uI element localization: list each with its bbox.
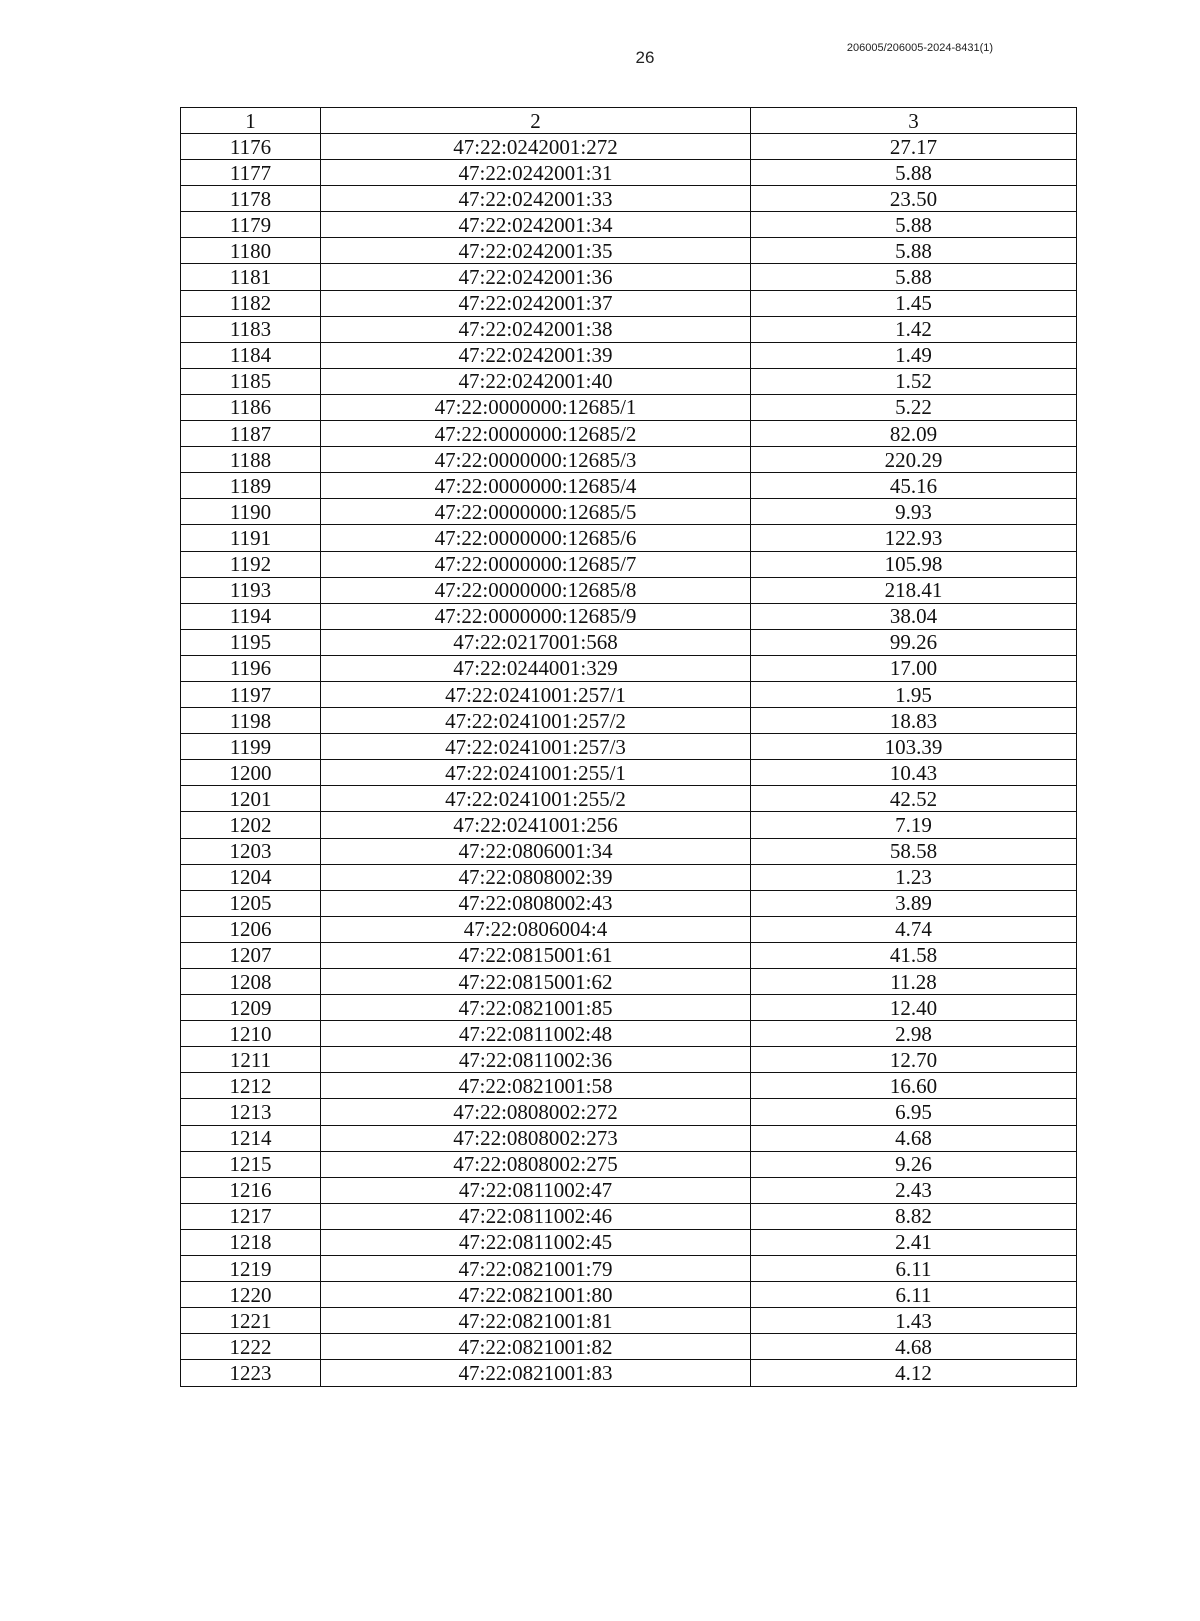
value-cell: 105.98 [751,551,1077,577]
cadastral-number-cell: 47:22:0242001:37 [321,290,751,316]
table-row [181,212,1077,238]
value-cell: 5.22 [751,394,1077,420]
row-number-cell: 1194 [181,603,321,629]
cadastral-number-cell: 47:22:0821001:81 [321,1308,751,1334]
value-cell: 1.95 [751,681,1077,707]
row-number-cell: 1179 [181,212,321,238]
row-number-cell: 1193 [181,577,321,603]
value-cell: 1.52 [751,368,1077,394]
table-row [181,890,1077,916]
cadastral-number-cell: 47:22:0241001:257/1 [321,681,751,707]
cadastral-number-cell: 47:22:0000000:12685/8 [321,577,751,603]
row-number-cell: 1185 [181,368,321,394]
cadastral-number-cell: 47:22:0811002:46 [321,1203,751,1229]
table-row [181,1021,1077,1047]
value-cell: 4.68 [751,1125,1077,1151]
table-row [181,1047,1077,1073]
value-cell: 18.83 [751,708,1077,734]
value-cell: 23.50 [751,186,1077,212]
table-row [181,1073,1077,1099]
table-row [181,655,1077,681]
cadastral-number-cell: 47:22:0242001:31 [321,160,751,186]
value-cell: 7.19 [751,812,1077,838]
data-table [180,107,1077,1387]
cadastral-number-cell: 47:22:0808002:43 [321,890,751,916]
row-number-cell: 1213 [181,1099,321,1125]
row-number-cell: 1189 [181,473,321,499]
value-cell: 6.95 [751,1099,1077,1125]
cadastral-number-cell: 47:22:0242001:34 [321,212,751,238]
value-cell: 99.26 [751,629,1077,655]
row-number-cell: 1177 [181,160,321,186]
table-row [181,316,1077,342]
table-header-row [181,108,1077,134]
value-cell: 16.60 [751,1073,1077,1099]
value-cell: 8.82 [751,1203,1077,1229]
table-row [181,1256,1077,1282]
row-number-cell: 1216 [181,1177,321,1203]
table-row [181,525,1077,551]
cadastral-number-cell: 47:22:0000000:12685/7 [321,551,751,577]
row-number-cell: 1178 [181,186,321,212]
row-number-cell: 1204 [181,864,321,890]
row-number-cell: 1188 [181,447,321,473]
table-row [181,421,1077,447]
table-row [181,551,1077,577]
value-cell: 9.93 [751,499,1077,525]
cadastral-number-cell: 47:22:0242001:272 [321,134,751,160]
row-number-cell: 1207 [181,942,321,968]
value-cell: 1.49 [751,342,1077,368]
table-row [181,1203,1077,1229]
table-row [181,473,1077,499]
table-row [181,942,1077,968]
cadastral-number-cell: 47:22:0821001:79 [321,1256,751,1282]
row-number-cell: 1206 [181,916,321,942]
row-number-cell: 1212 [181,1073,321,1099]
cadastral-number-cell: 47:22:0242001:38 [321,316,751,342]
cadastral-number-cell: 47:22:0811002:36 [321,1047,751,1073]
value-cell: 5.88 [751,160,1077,186]
row-number-cell: 1218 [181,1229,321,1255]
row-number-cell: 1209 [181,995,321,1021]
cadastral-number-cell: 47:22:0241001:257/2 [321,708,751,734]
value-cell: 4.68 [751,1334,1077,1360]
cadastral-number-cell: 47:22:0242001:35 [321,238,751,264]
data-table-container [180,107,1077,1387]
table-row [181,577,1077,603]
value-cell: 2.43 [751,1177,1077,1203]
cadastral-number-cell: 47:22:0000000:12685/3 [321,447,751,473]
table-row [181,1151,1077,1177]
cadastral-number-cell: 47:22:0821001:82 [321,1334,751,1360]
cadastral-number-cell: 47:22:0806004:4 [321,916,751,942]
cadastral-number-cell: 47:22:0242001:40 [321,368,751,394]
cadastral-number-cell: 47:22:0000000:12685/4 [321,473,751,499]
value-cell: 5.88 [751,238,1077,264]
value-cell: 12.40 [751,995,1077,1021]
row-number-cell: 1190 [181,499,321,525]
table-row [181,447,1077,473]
cadastral-number-cell: 47:22:0000000:12685/6 [321,525,751,551]
value-cell: 42.52 [751,786,1077,812]
row-number-cell: 1221 [181,1308,321,1334]
row-number-cell: 1191 [181,525,321,551]
value-cell: 11.28 [751,969,1077,995]
table-row [181,1308,1077,1334]
cadastral-number-cell: 47:22:0217001:568 [321,629,751,655]
row-number-cell: 1184 [181,342,321,368]
value-cell: 4.74 [751,916,1077,942]
table-row [181,160,1077,186]
row-number-cell: 1214 [181,1125,321,1151]
table-row [181,760,1077,786]
cadastral-number-cell: 47:22:0821001:83 [321,1360,751,1386]
table-row [181,708,1077,734]
table-row [181,499,1077,525]
row-number-cell: 1181 [181,264,321,290]
table-row [181,290,1077,316]
table-row [181,995,1077,1021]
table-row [181,1099,1077,1125]
cadastral-number-cell: 47:22:0242001:36 [321,264,751,290]
cadastral-number-cell: 47:22:0242001:33 [321,186,751,212]
value-cell: 41.58 [751,942,1077,968]
value-cell: 1.45 [751,290,1077,316]
row-number-cell: 1192 [181,551,321,577]
row-number-cell: 1203 [181,838,321,864]
table-row [181,186,1077,212]
value-cell: 9.26 [751,1151,1077,1177]
table-row [181,264,1077,290]
row-number-cell: 1202 [181,812,321,838]
value-cell: 103.39 [751,734,1077,760]
row-number-cell: 1197 [181,681,321,707]
value-cell: 45.16 [751,473,1077,499]
cadastral-number-cell: 47:22:0806001:34 [321,838,751,864]
row-number-cell: 1176 [181,134,321,160]
row-number-cell: 1210 [181,1021,321,1047]
row-number-cell: 1182 [181,290,321,316]
row-number-cell: 1208 [181,969,321,995]
row-number-cell: 1220 [181,1282,321,1308]
cadastral-number-cell: 47:22:0808002:273 [321,1125,751,1151]
cadastral-number-cell: 47:22:0811002:47 [321,1177,751,1203]
row-number-cell: 1217 [181,1203,321,1229]
cadastral-number-cell: 47:22:0241001:257/3 [321,734,751,760]
table-row [181,681,1077,707]
cadastral-number-cell: 47:22:0244001:329 [321,655,751,681]
row-number-cell: 1195 [181,629,321,655]
row-number-cell: 1222 [181,1334,321,1360]
value-cell: 5.88 [751,264,1077,290]
page-number: 26 [635,48,655,67]
table-row [181,916,1077,942]
cadastral-number-cell: 47:22:0815001:62 [321,969,751,995]
table-row [181,1282,1077,1308]
cadastral-number-cell: 47:22:0241001:256 [321,812,751,838]
value-cell: 82.09 [751,421,1077,447]
value-cell: 1.42 [751,316,1077,342]
value-cell: 27.17 [751,134,1077,160]
table-row [181,786,1077,812]
value-cell: 6.11 [751,1282,1077,1308]
row-number-cell: 1215 [181,1151,321,1177]
cadastral-number-cell: 47:22:0808002:275 [321,1151,751,1177]
value-cell: 2.98 [751,1021,1077,1047]
cadastral-number-cell: 47:22:0241001:255/1 [321,760,751,786]
column-header: 1 [181,108,321,134]
table-row [181,1334,1077,1360]
value-cell: 3.89 [751,890,1077,916]
value-cell: 220.29 [751,447,1077,473]
cadastral-number-cell: 47:22:0808002:39 [321,864,751,890]
column-header: 2 [321,108,751,134]
table-row [181,603,1077,629]
value-cell: 2.41 [751,1229,1077,1255]
cadastral-number-cell: 47:22:0000000:12685/5 [321,499,751,525]
table-row [181,134,1077,160]
cadastral-number-cell: 47:22:0811002:48 [321,1021,751,1047]
row-number-cell: 1211 [181,1047,321,1073]
table-row [181,342,1077,368]
row-number-cell: 1200 [181,760,321,786]
row-number-cell: 1187 [181,421,321,447]
value-cell: 218.41 [751,577,1077,603]
row-number-cell: 1186 [181,394,321,420]
row-number-cell: 1199 [181,734,321,760]
value-cell: 38.04 [751,603,1077,629]
cadastral-number-cell: 47:22:0000000:12685/2 [321,421,751,447]
table-row [181,864,1077,890]
row-number-cell: 1219 [181,1256,321,1282]
value-cell: 122.93 [751,525,1077,551]
value-cell: 12.70 [751,1047,1077,1073]
row-number-cell: 1180 [181,238,321,264]
value-cell: 4.12 [751,1360,1077,1386]
cadastral-number-cell: 47:22:0000000:12685/1 [321,394,751,420]
table-row [181,1125,1077,1151]
cadastral-number-cell: 47:22:0241001:255/2 [321,786,751,812]
table-row [181,394,1077,420]
value-cell: 10.43 [751,760,1077,786]
table-row [181,629,1077,655]
row-number-cell: 1223 [181,1360,321,1386]
cadastral-number-cell: 47:22:0811002:45 [321,1229,751,1255]
value-cell: 6.11 [751,1256,1077,1282]
column-header: 3 [751,108,1077,134]
value-cell: 17.00 [751,655,1077,681]
cadastral-number-cell: 47:22:0000000:12685/9 [321,603,751,629]
table-row [181,238,1077,264]
cadastral-number-cell: 47:22:0242001:39 [321,342,751,368]
table-row [181,838,1077,864]
row-number-cell: 1198 [181,708,321,734]
table-row [181,1360,1077,1386]
document-reference: 206005/206005-2024-8431(1) [846,42,994,54]
table-row [181,734,1077,760]
table-row [181,969,1077,995]
cadastral-number-cell: 47:22:0821001:58 [321,1073,751,1099]
row-number-cell: 1196 [181,655,321,681]
cadastral-number-cell: 47:22:0815001:61 [321,942,751,968]
row-number-cell: 1201 [181,786,321,812]
table-row [181,1229,1077,1255]
row-number-cell: 1183 [181,316,321,342]
value-cell: 58.58 [751,838,1077,864]
table-row [181,812,1077,838]
row-number-cell: 1205 [181,890,321,916]
cadastral-number-cell: 47:22:0808002:272 [321,1099,751,1125]
value-cell: 1.43 [751,1308,1077,1334]
cadastral-number-cell: 47:22:0821001:80 [321,1282,751,1308]
value-cell: 1.23 [751,864,1077,890]
table-row [181,1177,1077,1203]
cadastral-number-cell: 47:22:0821001:85 [321,995,751,1021]
value-cell: 5.88 [751,212,1077,238]
table-body [181,134,1077,1387]
table-row [181,368,1077,394]
